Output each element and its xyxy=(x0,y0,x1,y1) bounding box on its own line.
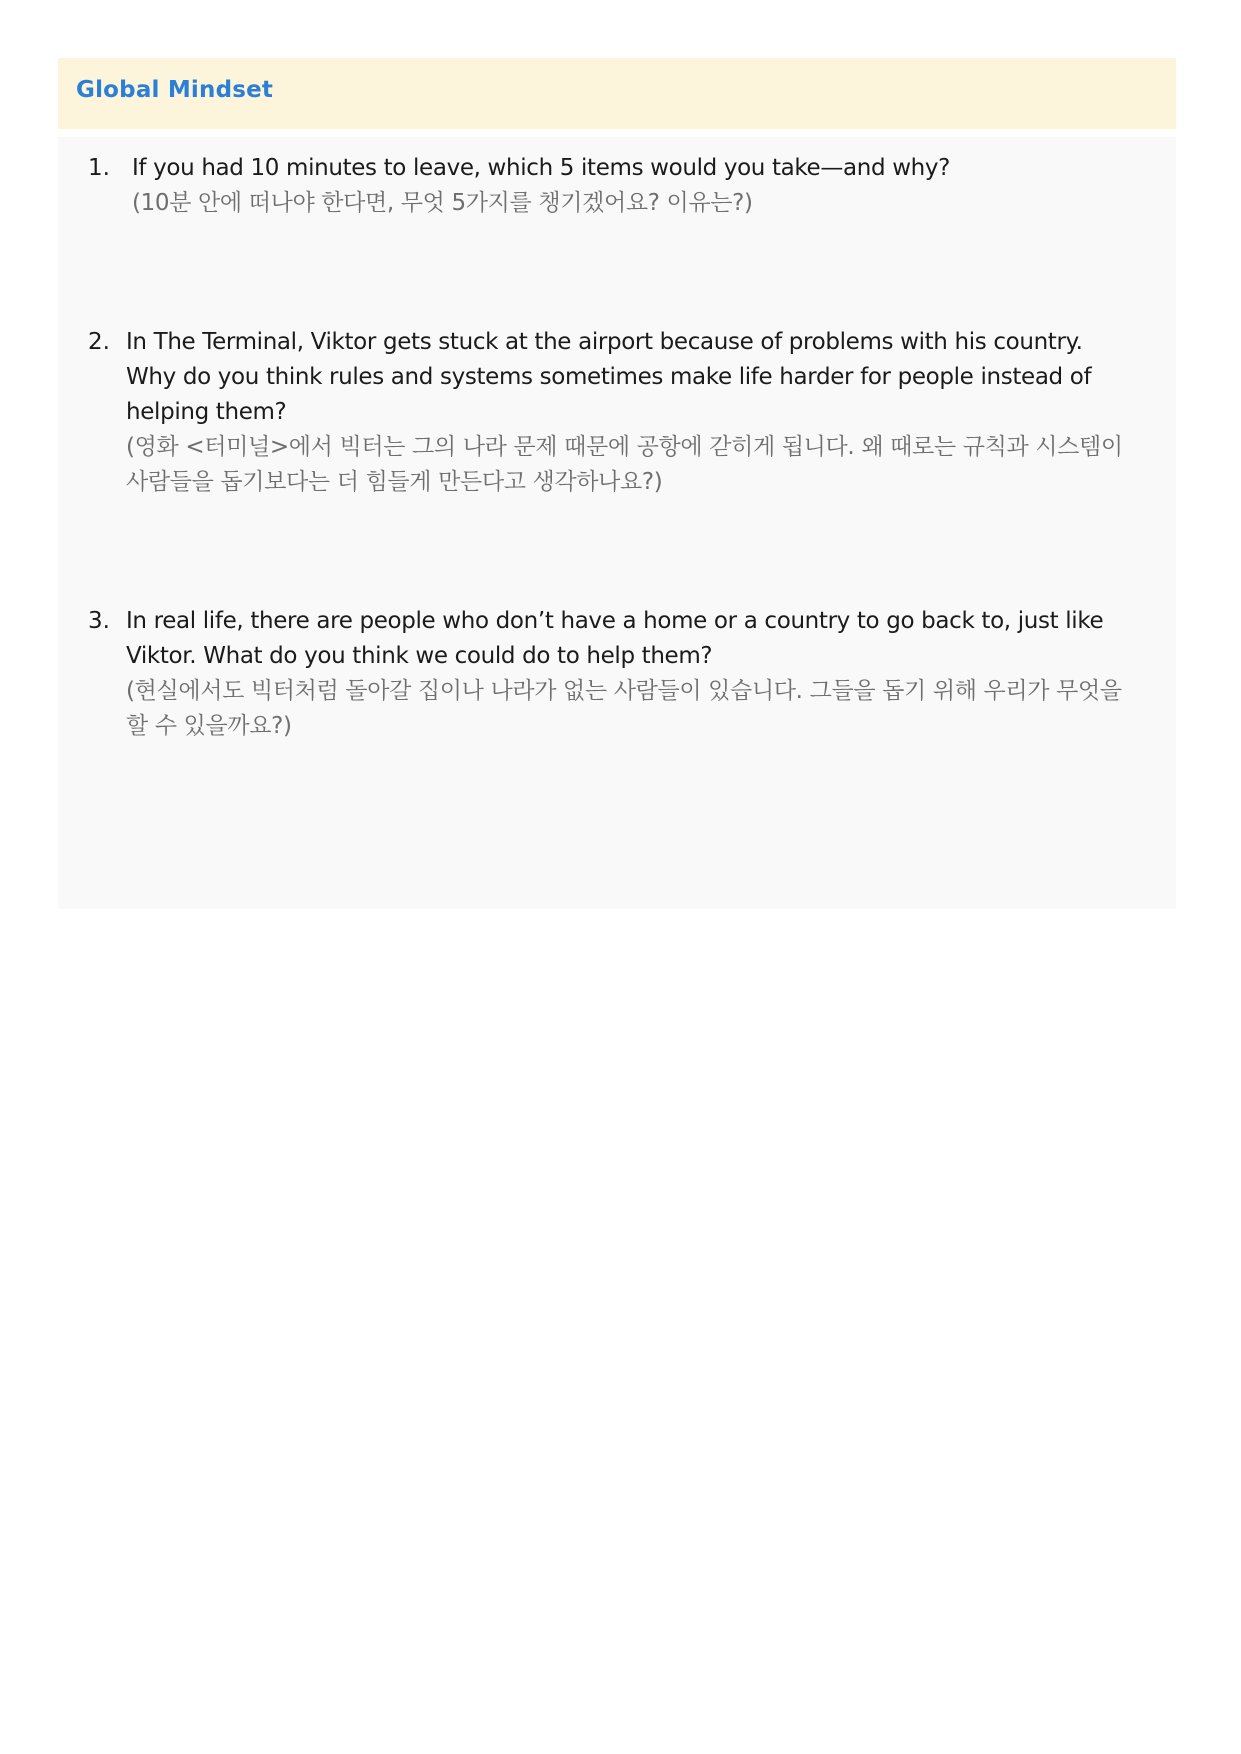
section-title: Global Mindset xyxy=(76,77,274,103)
question-number: 2. xyxy=(88,329,110,355)
question-body xyxy=(132,151,1132,221)
question-text-english: In real life, there are people who don’t have a home or a country to go back to, just like Viktor. What do you think we could do to help them? xyxy=(126,608,1104,669)
question-number: 3. xyxy=(88,608,110,634)
section-header xyxy=(58,58,1176,129)
question-text-korean: (10분 안에 떠나야 한다면, 무엇 5가지를 챙기겠어요? 이유는?) xyxy=(132,190,753,216)
question-number: 1. xyxy=(88,155,110,181)
question-body xyxy=(126,325,1126,500)
question-text-korean: (영화 <터미널>에서 빅터는 그의 나라 문제 때문에 공항에 갇히게 됩니다. 왜 때로는 규칙과 시스템이 사람들을 돕기보다는 더 힘들게 만든다고 생각하나요?) xyxy=(126,434,1123,495)
questions-panel xyxy=(58,137,1176,909)
question-body xyxy=(126,604,1126,744)
question-text-korean: (현실에서도 빅터처럼 돌아갈 집이나 나라가 없는 사람들이 있습니다. 그들을 돕기 위해 우리가 무엇을 할 수 있을까요?) xyxy=(126,678,1122,739)
question-text-english: If you had 10 minutes to leave, which 5 items would you take—and why? xyxy=(132,155,951,181)
question-text-english: In The Terminal, Viktor gets stuck at the airport because of problems with his country. Why do you think rules and systems sometimes make life harder for people instead of helping them? xyxy=(126,329,1092,425)
